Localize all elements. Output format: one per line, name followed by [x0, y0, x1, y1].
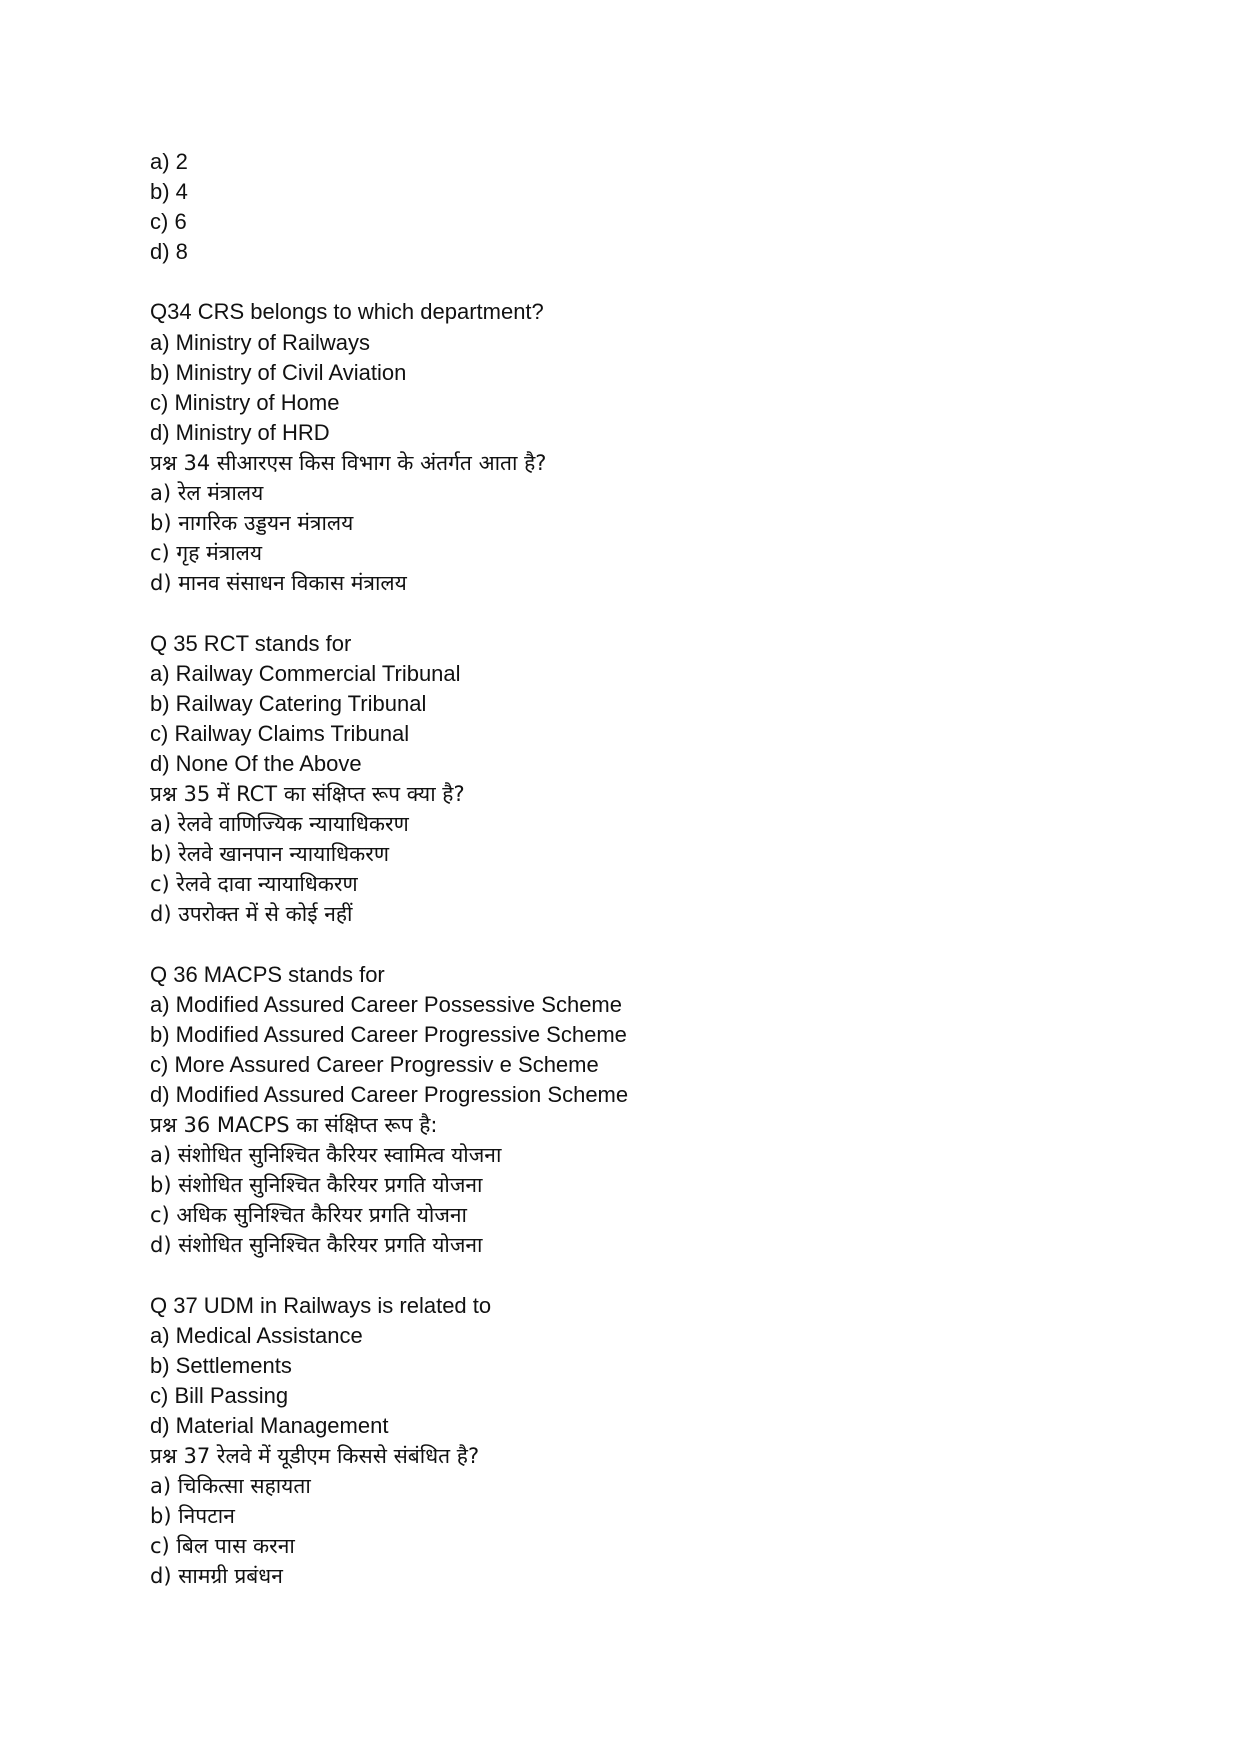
option-d-en: d) None Of the Above: [150, 750, 362, 776]
question-text-en: Q 37 UDM in Railways is related to: [150, 1292, 492, 1318]
question-text-hi: प्रश्न 37 रेलवे में यूडीएम किससे संबंधित है?: [150, 1444, 480, 1469]
question-text-en: Q 35 RCT stands for: [150, 630, 352, 656]
option-d: d) 8: [150, 239, 188, 265]
option-c-hi: c) रेलवे दावा न्यायाधिकरण: [150, 872, 358, 897]
option-c-en: c) Ministry of Home: [150, 389, 340, 415]
question-37: [150, 1291, 1150, 1592]
previous-question-options: [150, 147, 1150, 267]
option-d-en: d) Ministry of HRD: [150, 419, 330, 445]
option-b-en: b) Settlements: [150, 1352, 292, 1378]
option-d-hi: d) संशोधित सुनिश्चित कैरियर प्रगति योजना: [150, 1233, 483, 1258]
question-text-en: Q 36 MACPS stands for: [150, 961, 385, 987]
option-a: a) 2: [150, 149, 188, 174]
option-d-hi: d) सामग्री प्रबंधन: [150, 1564, 283, 1589]
option-a-en: a) Medical Assistance: [150, 1322, 363, 1348]
option-c-en: c) Railway Claims Tribunal: [150, 720, 410, 746]
option-d-en: d) Modified Assured Career Progression Scheme: [150, 1081, 629, 1107]
question-text-hi: प्रश्न 36 MACPS का संक्षिप्त रूप है:: [150, 1113, 438, 1137]
spacer: [150, 267, 1150, 297]
option-a-hi: a) चिकित्सा सहायता: [150, 1474, 311, 1499]
option-b-en: b) Modified Assured Career Progressive Scheme: [150, 1021, 627, 1047]
question-36: [150, 960, 1150, 1261]
option-a-hi: a) रेल मंत्रालय: [150, 481, 264, 506]
option-b-hi: b) नागरिक उड्डयन मंत्रालय: [150, 511, 354, 536]
question-35: [150, 629, 1150, 930]
option-b: b) 4: [150, 179, 188, 205]
option-b-hi: b) निपटान: [150, 1504, 235, 1529]
option-d-hi: d) उपरोक्त में से कोई नहीं: [150, 902, 353, 927]
question-text-en: Q34 CRS belongs to which department?: [150, 299, 544, 325]
option-a-en: a) Modified Assured Career Possessive Scheme: [150, 991, 622, 1017]
option-b-en: b) Railway Catering Tribunal: [150, 690, 427, 716]
question-text-hi: प्रश्न 34 सीआरएस किस विभाग के अंतर्गत आता है?: [150, 450, 547, 475]
option-a-hi: a) रेलवे वाणिज्यिक न्यायाधिकरण: [150, 812, 409, 837]
spacer: [150, 929, 1150, 959]
option-c-hi: c) बिल पास करना: [150, 1534, 295, 1559]
option-c-hi: c) अधिक सुनिश्चित कैरियर प्रगति योजना: [150, 1203, 468, 1228]
option-d-hi: d) मानव संसाधन विकास मंत्रालय: [150, 571, 407, 596]
option-c-hi: c) गृह मंत्रालय: [150, 541, 263, 566]
spacer: [150, 598, 1150, 628]
option-b-hi: b) संशोधित सुनिश्चित कैरियर प्रगति योजना: [150, 1173, 483, 1198]
option-a-hi: a) संशोधित सुनिश्चित कैरियर स्वामित्व योजना: [150, 1143, 502, 1168]
option-c-en: c) Bill Passing: [150, 1382, 289, 1408]
option-c-en: c) More Assured Career Progressiv e Scheme: [150, 1051, 599, 1077]
question-34: [150, 297, 1150, 598]
option-b-hi: b) रेलवे खानपान न्यायाधिकरण: [150, 842, 390, 867]
option-b-en: b) Ministry of Civil Aviation: [150, 359, 407, 385]
option-c: c) 6: [150, 209, 187, 235]
question-text-hi: प्रश्न 35 में RCT का संक्षिप्त रूप क्या है?: [150, 781, 465, 806]
document-page: [150, 147, 1150, 1592]
spacer: [150, 1260, 1150, 1290]
option-a-en: a) Railway Commercial Tribunal: [150, 660, 461, 686]
option-d-en: d) Material Management: [150, 1412, 389, 1438]
option-a-en: a) Ministry of Railways: [150, 329, 371, 355]
